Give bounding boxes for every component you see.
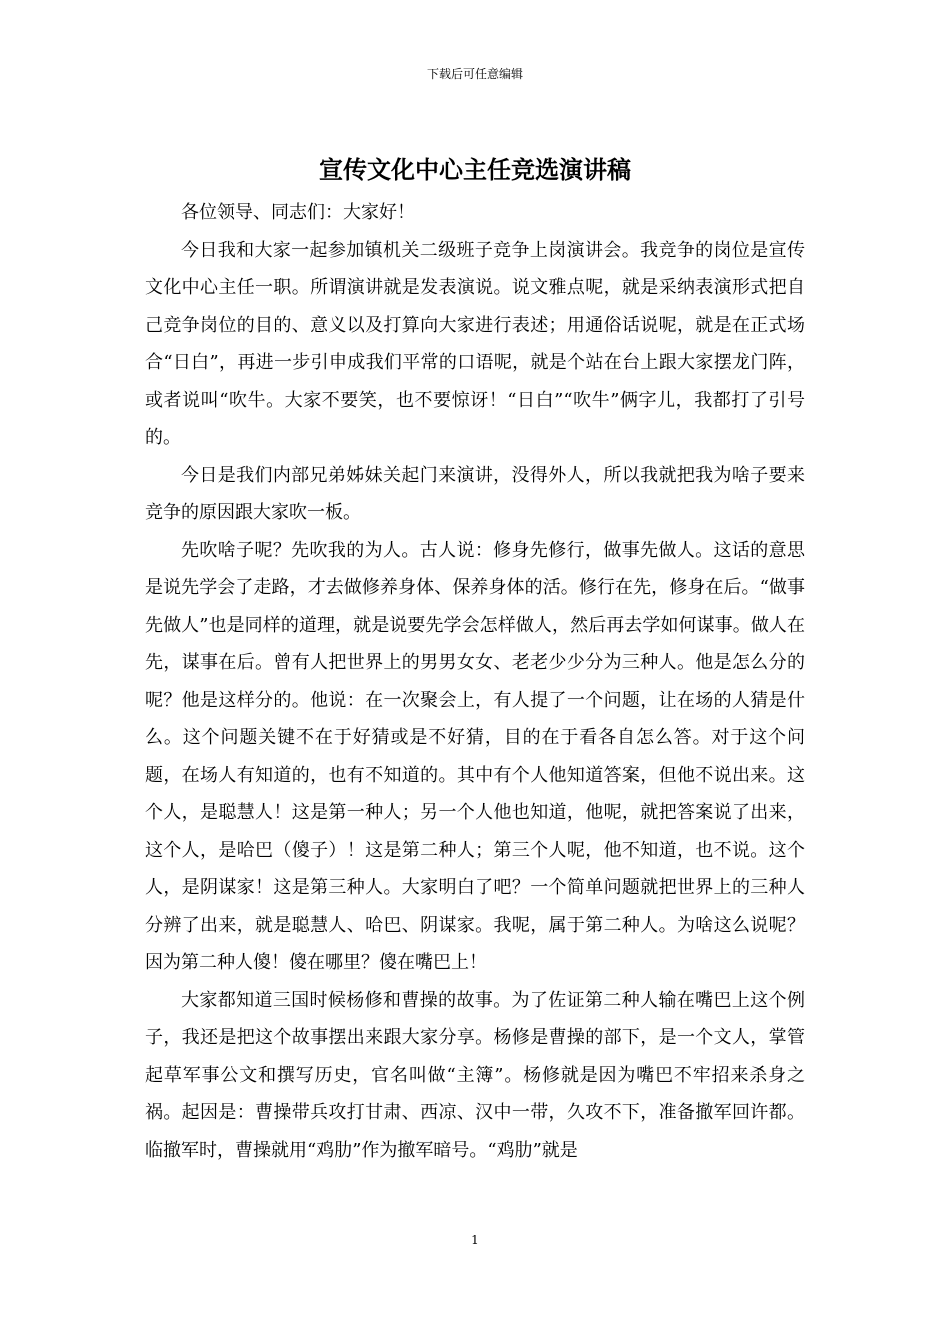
page-number: 1: [471, 1233, 479, 1247]
body-paragraph: 先吹啥子呢？先吹我的为人。古人说：修身先修行，做事先做人。这话的意思是说先学会了走路，才去做修养身体、保养身体的活。修行在先，修身在后。“做事先做人”也是同样的道理，就是说要先学会怎样做人，然后再去学如何谋事。做人在先，谋事在后。曾有人把世界上的男男女女、老老少少分为三种人。他是怎么分的呢？他是这样分的。他说：在一次聚会上，有人提了一个问题，让在场的人猜是什么。这个问题关键不在于好猜或是不好猜，目的在于看各自怎么答。对于这个问题，在场人有知道的，也有不知道的。其中有个人他知道答案，但他不说出来。这个人，是聪慧人！这是第一种人；另一个人他也知道，他呢，就把答案说了出来，这个人，是哈巴（傻子）！这是第二种人；第三个人呢，他不知道，也不说。这个人，是阴谋家！这是第三种人。大家明白了吧？一个简单问题就把世界上的三种人分辨了出来，就是聪慧人、哈巴、阴谋家。我呢，属于第二种人。为啥这么说呢？因为第二种人傻！傻在哪里？傻在嘴巴上！: [145, 539, 805, 973]
header-note: 下载后可任意编辑: [426, 67, 523, 81]
body-paragraph: 大家都知道三国时候杨修和曹操的故事。为了佐证第二种人输在嘴巴上这个例子，我还是把这个故事摆出来跟大家分享。杨修是曹操的部下，是一个文人，掌管起草军事公文和撰写历史，官名叫做“主簿”。杨修就是因为嘴巴不牢招来杀身之祸。起因是：曹操带兵攻打甘肃、西凉、汉中一带，久攻不下，准备撤军回许都。临撤军时，曹操就用“鸡肋”作为撤军暗号。“鸡肋”就是: [145, 989, 805, 1161]
body-paragraph: 今日我和大家一起参加镇机关二级班子竞争上岗演讲会。我竞争的岗位是宣传文化中心主任一职。所谓演讲就是发表演说。说文雅点呢，就是采纳表演形式把自己竞争岗位的目的、意义以及打算向大家进行表述；用通俗话说呢，就是在正式场合“日白”，再进一步引申成我们平常的口语呢，就是个站在台上跟大家摆龙门阵，或者说叫“吹牛。大家不要笑，也不要惊讶！“日白”“吹牛”俩字儿，我都打了引号的。: [145, 239, 805, 448]
document-title: 宣传文化中心主任竞选演讲稿: [319, 155, 631, 184]
body-paragraph: 今日是我们内部兄弟姊妹关起门来演讲，没得外人，所以我就把我为啥子要来竞争的原因跟大家吹一板。: [145, 464, 805, 523]
document-body: [145, 194, 805, 1169]
greeting-paragraph: 各位领导、同志们：大家好！: [181, 202, 415, 223]
